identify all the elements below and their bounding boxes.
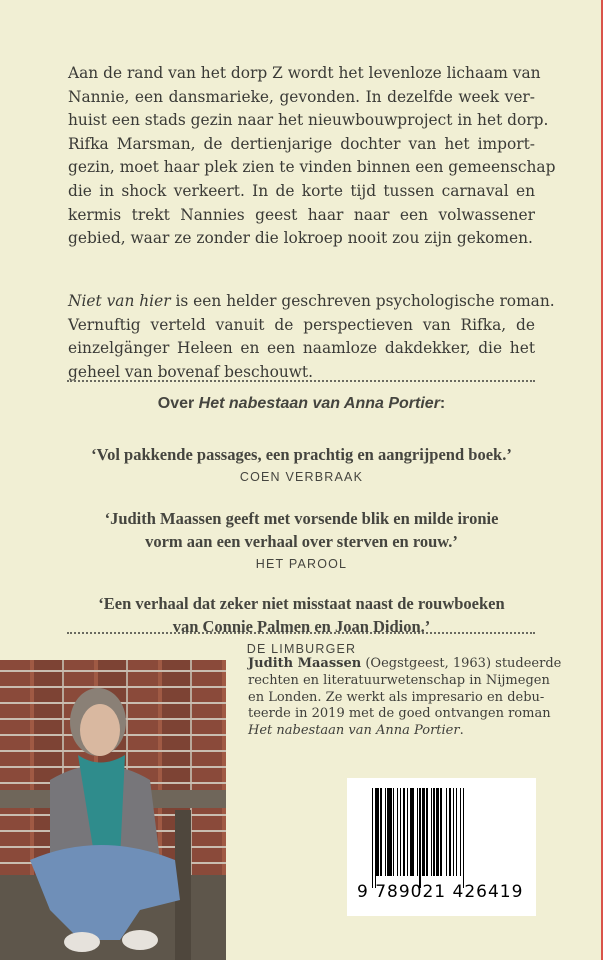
isbn-number: 9 789021 426419 (357, 882, 524, 902)
blurb-line: Nannie, een dansmarieke, gevonden. In dezelfde week ver- (68, 87, 535, 106)
author-photo (0, 660, 226, 960)
dotted-divider (67, 632, 535, 634)
author-name: Judith Maassen (248, 656, 362, 671)
quote-source: HET PAROOL (255, 557, 348, 571)
bio-line: rechten en literatuurwetenschap in Nijmegen (248, 672, 550, 688)
blurb-line: kermis trekt Nannies geest haar naar een volwassener (68, 205, 535, 224)
dotted-divider (67, 380, 535, 382)
review-quote-2 (0, 507, 603, 575)
quote-source: COEN VERBRAAK (239, 470, 364, 484)
blurb-paragraph-2 (68, 290, 555, 384)
barcode-bar (464, 788, 465, 888)
blurb-line: gebied, waar ze zonder die lokroep nooit zou zijn gekomen. (68, 229, 533, 248)
author-bio (248, 656, 562, 740)
quote-line: ‘Judith Maassen geeft met vorsende blik en milde ironie (104, 509, 499, 528)
author-figure (0, 660, 226, 960)
quote-line: ‘Een verhaal dat zeker niet misstaat naast de rouwboeken (98, 594, 505, 613)
bio-text: (Oegstgeest, 1963) studeerde (361, 656, 562, 671)
heading-suffix: : (439, 395, 446, 412)
blurb-line: einzelgänger Heleen en een naamloze dakdekker, die het (68, 339, 535, 358)
reviews-heading (0, 395, 603, 413)
bio-book-title: Het nabestaan van Anna Portier (248, 723, 460, 739)
quote-line: vorm aan een verhaal over sterven en rouw.’ (145, 532, 458, 551)
blurb-paragraph-1 (68, 62, 556, 251)
quote-line: van Connie Palmen en Joan Didion.’ (172, 617, 431, 636)
blurb-line: gezin, moet haar plek zien te vinden binnen een gemeenschap (68, 158, 556, 177)
blurb-line: geheel van bovenaf beschouwt. (68, 362, 313, 381)
quote-line: ‘Vol pakkende passages, een prachtig en aangrijpend boek.’ (91, 445, 512, 464)
blurb-line (68, 290, 555, 314)
blurb-line: Vernuftig verteld vanuit de perspectieven van Rifka, de (68, 315, 535, 334)
review-quote-1 (0, 443, 603, 488)
blurb-line: huist een stads gezin naar het nieuwbouwproject in het dorp. (68, 111, 549, 130)
quote-source: DE LIMBURGER (246, 642, 357, 656)
review-quote-3 (0, 592, 603, 660)
bio-text: . (459, 723, 464, 739)
blurb-line: Rifka Marsman, de dertienjarige dochter van het import- (68, 134, 535, 153)
blurb-line: Aan de rand van het dorp Z wordt het levenloze lichaam van (68, 64, 541, 82)
heading-prefix: Over (157, 395, 199, 412)
bio-line: teerde in 2019 met de goed ontvangen roman (248, 706, 551, 722)
bio-line (248, 656, 562, 673)
heading-book-title: Het nabestaan van Anna Portier (198, 395, 440, 412)
barcode-bars (372, 788, 513, 888)
bio-line: en Londen. Ze werkt als impresario en debu- (248, 689, 545, 705)
blurb-line: die in shock verkeert. In de korte tijd tussen carnaval en (68, 181, 535, 200)
isbn-barcode (347, 778, 536, 916)
blurb-text: is een helder geschreven psychologische roman. (170, 292, 555, 310)
bio-line (248, 723, 535, 740)
book-title: Niet van hier (68, 292, 171, 310)
